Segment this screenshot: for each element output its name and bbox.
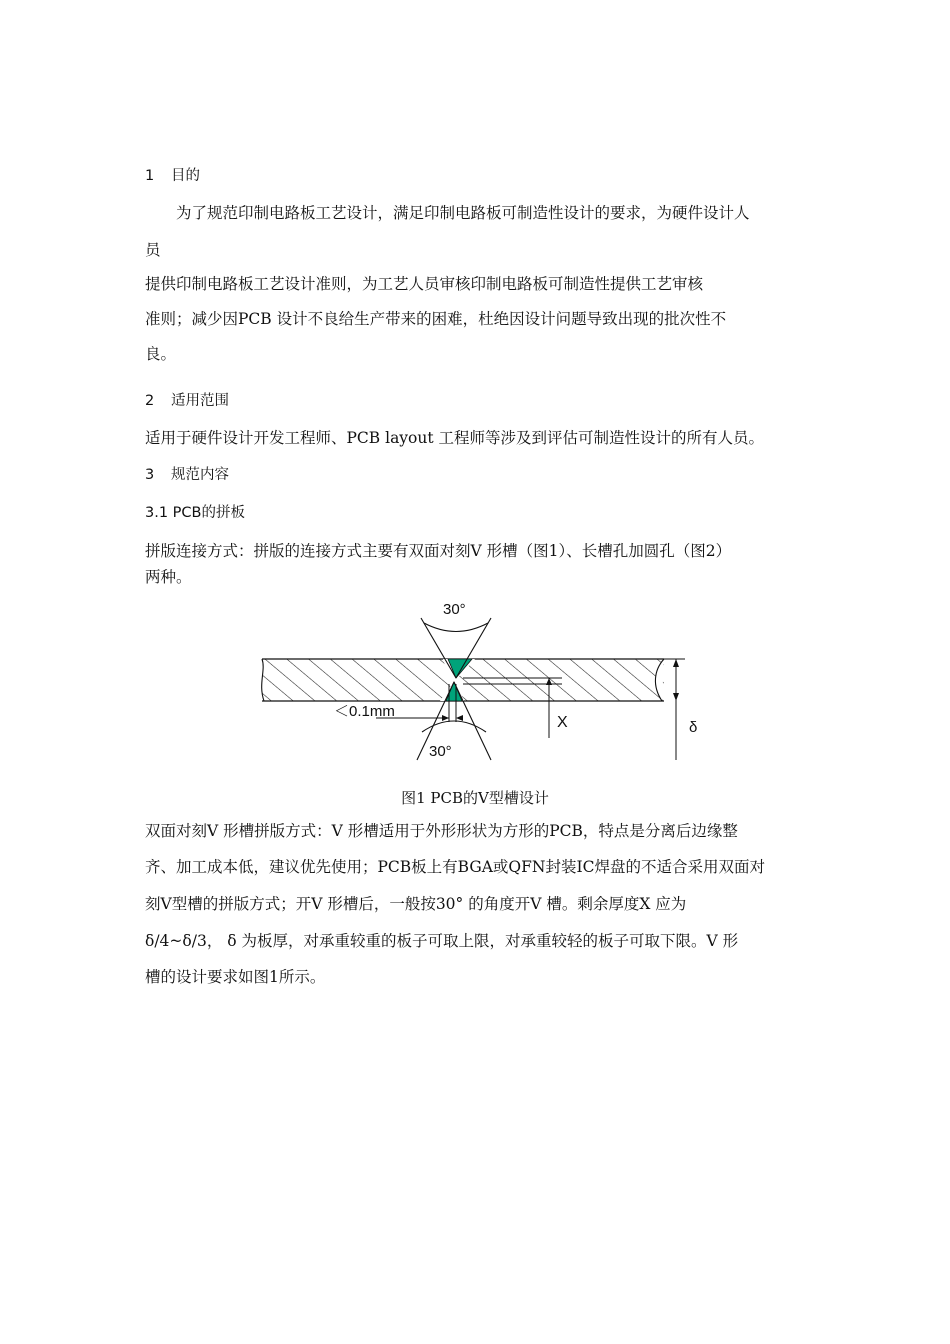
bottom-angle-label: 30° <box>429 743 452 760</box>
section-2-title: 适用范围 <box>171 393 229 409</box>
body-line-2: 齐、加工成本低，建议优先使用；PCB板上有BGA或QFN封装IC焊盘的不适合采用双面对 <box>145 858 765 876</box>
figure-1-caption: 图1 PCB的V型槽设计 <box>401 789 549 807</box>
section-1-line-1: 为了规范印制电路板工艺设计，满足印制电路板可制造性设计的要求，为硬件设计人 <box>145 204 750 222</box>
body-line-3: 刻V型槽的拼版方式；开V 形槽后，一般按30° 的角度开V 槽。剩余厚度X 应为 <box>145 895 687 913</box>
section-3-title: 规范内容 <box>171 467 229 483</box>
section-3-1-intro-line-1: 拼版连接方式：拼版的连接方式主要有双面对刻V 形槽（图1）、长槽孔加圆孔（图2） <box>145 542 732 560</box>
section-3-number: 3 <box>145 467 155 483</box>
section-1-heading <box>145 166 200 186</box>
section-1-line-5: 良。 <box>145 345 177 363</box>
x-label: X <box>557 714 568 731</box>
section-1-title: 目的 <box>171 168 200 184</box>
section-2-number: 2 <box>145 393 155 409</box>
section-3-1-heading: 3.1 PCB的拼板 <box>145 505 245 521</box>
v-groove-diagram <box>250 592 710 772</box>
gap-label: ＜0.1mm <box>334 703 395 720</box>
section-1-line-3: 提供印制电路板工艺设计准则，为工艺人员审核印制电路板可制造性提供工艺审核 <box>145 275 704 293</box>
section-3-1-intro-line-2: 两种。 <box>145 568 192 586</box>
section-2-heading <box>145 391 229 411</box>
delta-label: δ <box>689 719 698 736</box>
section-1-line-4: 准则；减少因PCB 设计不良给生产带来的困难，杜绝因设计问题导致出现的批次性不 <box>145 310 727 328</box>
body-line-1: 双面对刻V 形槽拼版方式：V 形槽适用于外形形状为方形的PCB，特点是分离后边缘整 <box>145 822 738 840</box>
section-2-paragraph: 适用于硬件设计开发工程师、PCB layout 工程师等涉及到评估可制造性设计的所有人员。 <box>145 429 765 447</box>
section-1-line-2: 员 <box>145 241 161 259</box>
section-3-heading <box>145 465 229 485</box>
body-line-5: 槽的设计要求如图1所示。 <box>145 968 326 986</box>
body-line-4: δ/4~δ/3， δ 为板厚，对承重较重的板子可取上限，对承重较轻的板子可取下限。V 形 <box>145 932 739 950</box>
section-1-number: 1 <box>145 168 155 184</box>
top-angle-label: 30° <box>443 601 466 618</box>
